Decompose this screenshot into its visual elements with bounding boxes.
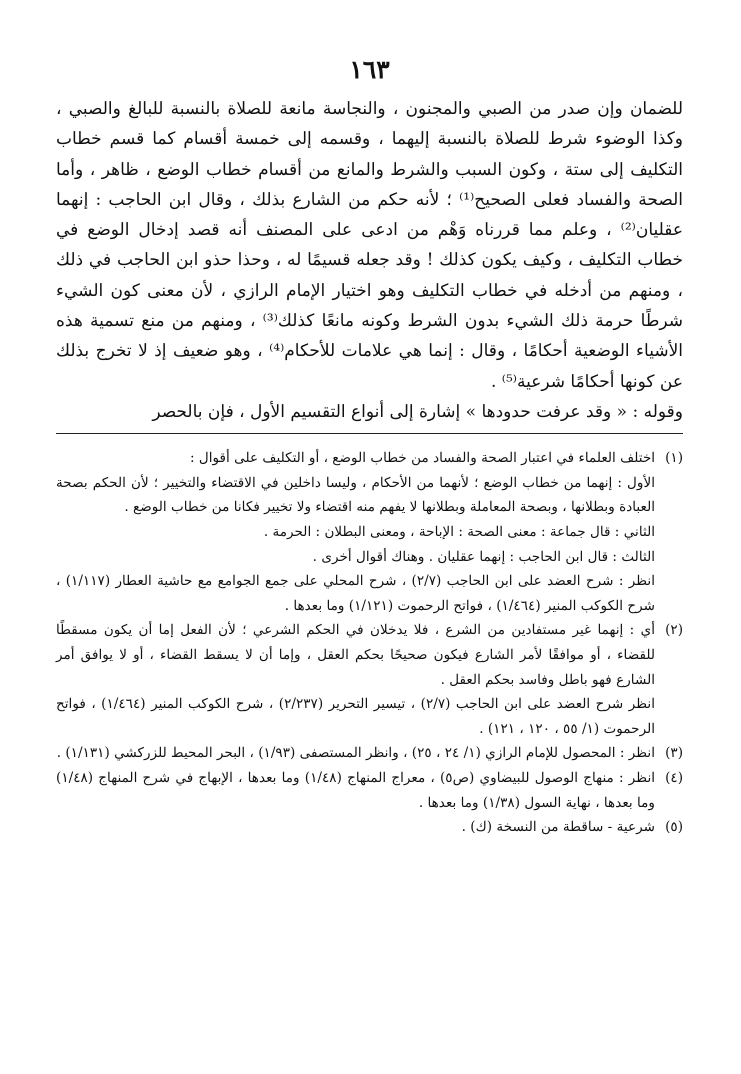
footnote-5	[56, 815, 683, 840]
footnote-1	[56, 446, 683, 618]
footnote-number: (٣)	[665, 745, 683, 762]
footnote-line: الأول : إنهما من خطاب الوضع ؛ لأنهما من الأحكام ، وليسا داخلين في الاقتضاء والتخيير ؛ لأن الحكم بصحة العبادة وبطلانها ، وبصحة المعاملة وبطلانها لا يفهم منه اقتضاء ولا تخيير فكانا من خطاب الوضع .	[56, 474, 655, 516]
footnote-4	[56, 766, 683, 815]
footnote-number: (٢)	[665, 622, 683, 639]
footnote-number: (٥)	[665, 819, 683, 836]
footnote-line: انظر : شرح العضد على ابن الحاجب (٢/٧) ، شرح المحلي على جمع الجوامع مع حاشية العطار (١/١١٧) ، شرح الكوكب المنير (١/٤٦٤) ، فواتح الرحموت (١/١٢١) وما بعدها .	[56, 573, 655, 614]
footnote-body	[56, 446, 655, 618]
footnote-body	[56, 815, 655, 840]
footnote-line: انظر : المحصول للإمام الرازي (١/ ٢٤ ، ٢٥) ، وانظر المستصفى (١/٩٣) ، البحر المحيط للزركشي (١/١٣١) .	[56, 745, 655, 762]
page-number: ١٦٣	[349, 55, 390, 84]
footnote-number: (١)	[665, 450, 683, 467]
footnote-3	[56, 741, 683, 766]
footnote-line: شرعية - ساقطة من النسخة (ك) .	[461, 819, 655, 836]
footnote-separator	[56, 433, 683, 434]
footnote-line: أي : إنهما غير مستفادين من الشرع ، فلا يدخلان في الحكم الشرعي ؛ لأن الفعل إما أن يكون مسقطًا للقضاء ، أو موافقًا لأمر الشارع فيكون صحيحًا بحكم العقل ، وإما أن لا يسقط القضاء ، أو لا يوافق أمر الشارع فهو باطل وفاسد بحكم العقل .	[56, 622, 656, 688]
footnote-line: الثاني : قال جماعة : معنى الصحة : الإباحة ، ومعنى البطلان : الحرمة .	[263, 524, 655, 541]
main-text	[56, 94, 683, 427]
footnote-2	[56, 618, 683, 741]
footnotes	[56, 446, 683, 840]
footnote-line: اختلف العلماء في اعتبار الصحة والفساد من خطاب الوضع ، أو التكليف على أقوال :	[189, 450, 655, 467]
main-paragraph-1: للضمان وإن صدر من الصبي والمجنون ، والنجاسة مانعة للصلاة بالنسبة للبالغ والصبي ، وكذا الوضوء شرط للصلاة بالنسبة إليهما ، وقسمه إلى خمسة أقسام كما قسم خطاب التكليف إلى ستة ، وكون السبب والشرط والمانع من أقسام خطاب الوضع ، ظاهر ، وأما الصحة والفساد فعلى الصحيح⁽¹⁾ ؛ لأنه حكم من الشارع بذلك ، وقال ابن الحاجب : إنهما عقليان⁽²⁾ ، وعلم مما قررناه وَهْم من ادعى على المصنف أنه قصد إدخال الوضع في خطاب التكليف ، وكيف يكون كذلك ! وقد جعله قسيمًا له ، وحذا حذو ابن الحاجب في ذلك ، ومنهم من أدخله في خطاب التكليف وهو اختيار الإمام الرازي ، لأن معنى كون الشيء شرطًا حرمة ذلك الشيء بدون الشرط وكونه مانعًا كذلك⁽³⁾ ، ومنهم من منع تسمية هذه الأشياء الوضعية أحكامًا ، وقال : إنما هي علامات للأحكام⁽⁴⁾ ، وهو ضعيف إذ لا تخرج بذلك عن كونها أحكامًا شرعية⁽⁵⁾ .	[56, 99, 683, 392]
footnote-body	[56, 741, 655, 766]
main-paragraph-2: وقوله : « وقد عرفت حدودها » إشارة إلى أنواع التقسيم الأول ، فإن بالحصر	[152, 401, 683, 422]
footnote-line: انظر شرح العضد على ابن الحاجب (٢/٧) ، تيسير التحرير (٢/٢٣٧) ، شرح الكوكب المنير (١/٤٦٤) ، فواتح الرحموت (١/ ٥٥ ، ١٢٠ ، ١٢١) .	[56, 696, 655, 737]
footnote-body	[56, 618, 655, 741]
footnote-number: (٤)	[665, 769, 683, 786]
footnote-body	[56, 766, 655, 815]
footnote-line: الثالث : قال ابن الحاجب : إنهما عقليان . وهناك أقوال أخرى .	[312, 548, 655, 565]
footnote-line: انظر : منهاج الوصول للبيضاوي (ص٥) ، معراج المنهاج (١/٤٨) وما بعدها ، الإبهاج في شرح المنهاج (١/٤٨) وما بعدها ، نهاية السول (١/٣٨) وما بعدها .	[56, 769, 655, 811]
book-page	[56, 52, 683, 1074]
